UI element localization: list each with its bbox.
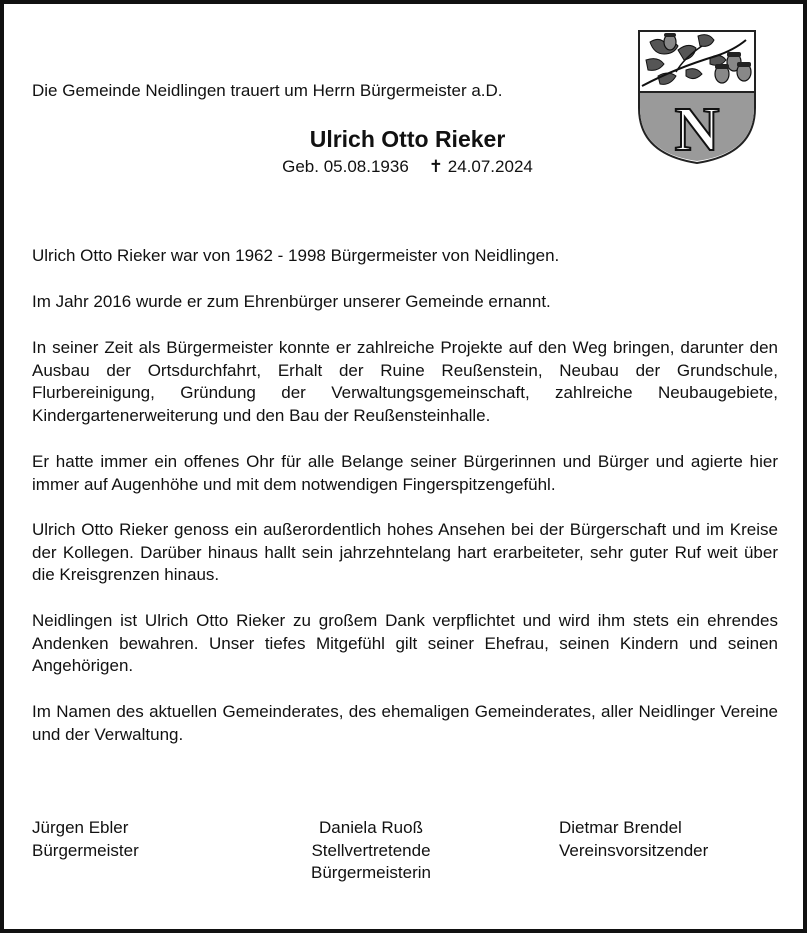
signatory-title-line2: Bürgermeisterin — [311, 863, 431, 882]
signatory-mayor — [32, 817, 139, 862]
signatory-title: Bürgermeister — [32, 840, 139, 860]
signatory-title: Vereinsvorsitzender — [559, 840, 709, 860]
signatory-name: Dietmar Brendel — [559, 818, 682, 837]
paragraph-character: Er hatte immer ein offenes Ohr für alle Belange seiner Bürgerinnen und Bürger und agierte hier immer auf Augenhöhe und mit dem notwendigen Fingerspitzengefühl. — [32, 452, 778, 494]
paragraph-reputation: Ulrich Otto Rieker genoss ein außerordentlich hohes Ansehen bei der Bürgerschaft und im Kreise der Kollegen. Darüber hinaus hallt sein jahrzehntelang hart erarbeiteter, sehr guter Ruf weit über die Kreisgrenzen hinaus. — [32, 520, 778, 584]
crest-letter: N — [674, 96, 720, 164]
signatory-club-chair — [559, 817, 708, 862]
signatory-name: Daniela Ruoß — [319, 818, 423, 837]
birth-date: Geb. 05.08.1936 — [282, 157, 409, 176]
signatory-title: Stellvertretende — [311, 840, 431, 860]
paragraph-on-behalf: Im Namen des aktuellen Gemeinderates, des ehemaligen Gemeinderates, aller Neidlinger Vereine und der Verwaltung. — [32, 702, 778, 744]
intro-text: Die Gemeinde Neidlingen trauert um Herrn Bürgermeister a.D. — [32, 81, 503, 100]
paragraph-gratitude: Neidlingen ist Ulrich Otto Rieker zu großem Dank verpflichtet und wird ihm stets ein ehrendes Andenken bewahren. Unser tiefes Mitgefühl gilt seiner Ehefrau, seinen Kindern und seinen Angehörigen. — [32, 611, 778, 675]
death-date: ✝ 24.07.2024 — [428, 157, 533, 176]
signatory-name: Jürgen Ebler — [32, 818, 129, 837]
paragraph-term: Ulrich Otto Rieker war von 1962 - 1998 Bürgermeister von Neidlingen. — [32, 246, 560, 265]
deceased-name: Ulrich Otto Rieker — [309, 126, 506, 152]
paragraph-honorary-citizen: Im Jahr 2016 wurde er zum Ehrenbürger unserer Gemeinde ernannt. — [32, 292, 551, 311]
signatory-deputy-mayor — [286, 817, 456, 885]
paragraph-projects: In seiner Zeit als Bürgermeister konnte er zahlreiche Projekte auf den Weg bringen, darunter den Ausbau der Ortsdurchfahrt, Erhalt der Ruine Reußenstein, Neubau der Grundschule, Flurbereinigung, Gründung der Verwaltungsgemeinschaft, zahlreiche Neubaugebiete, Kindergartenerweiterung und den Bau der Reußensteinhalle. — [32, 338, 778, 425]
life-dates — [4, 157, 807, 177]
